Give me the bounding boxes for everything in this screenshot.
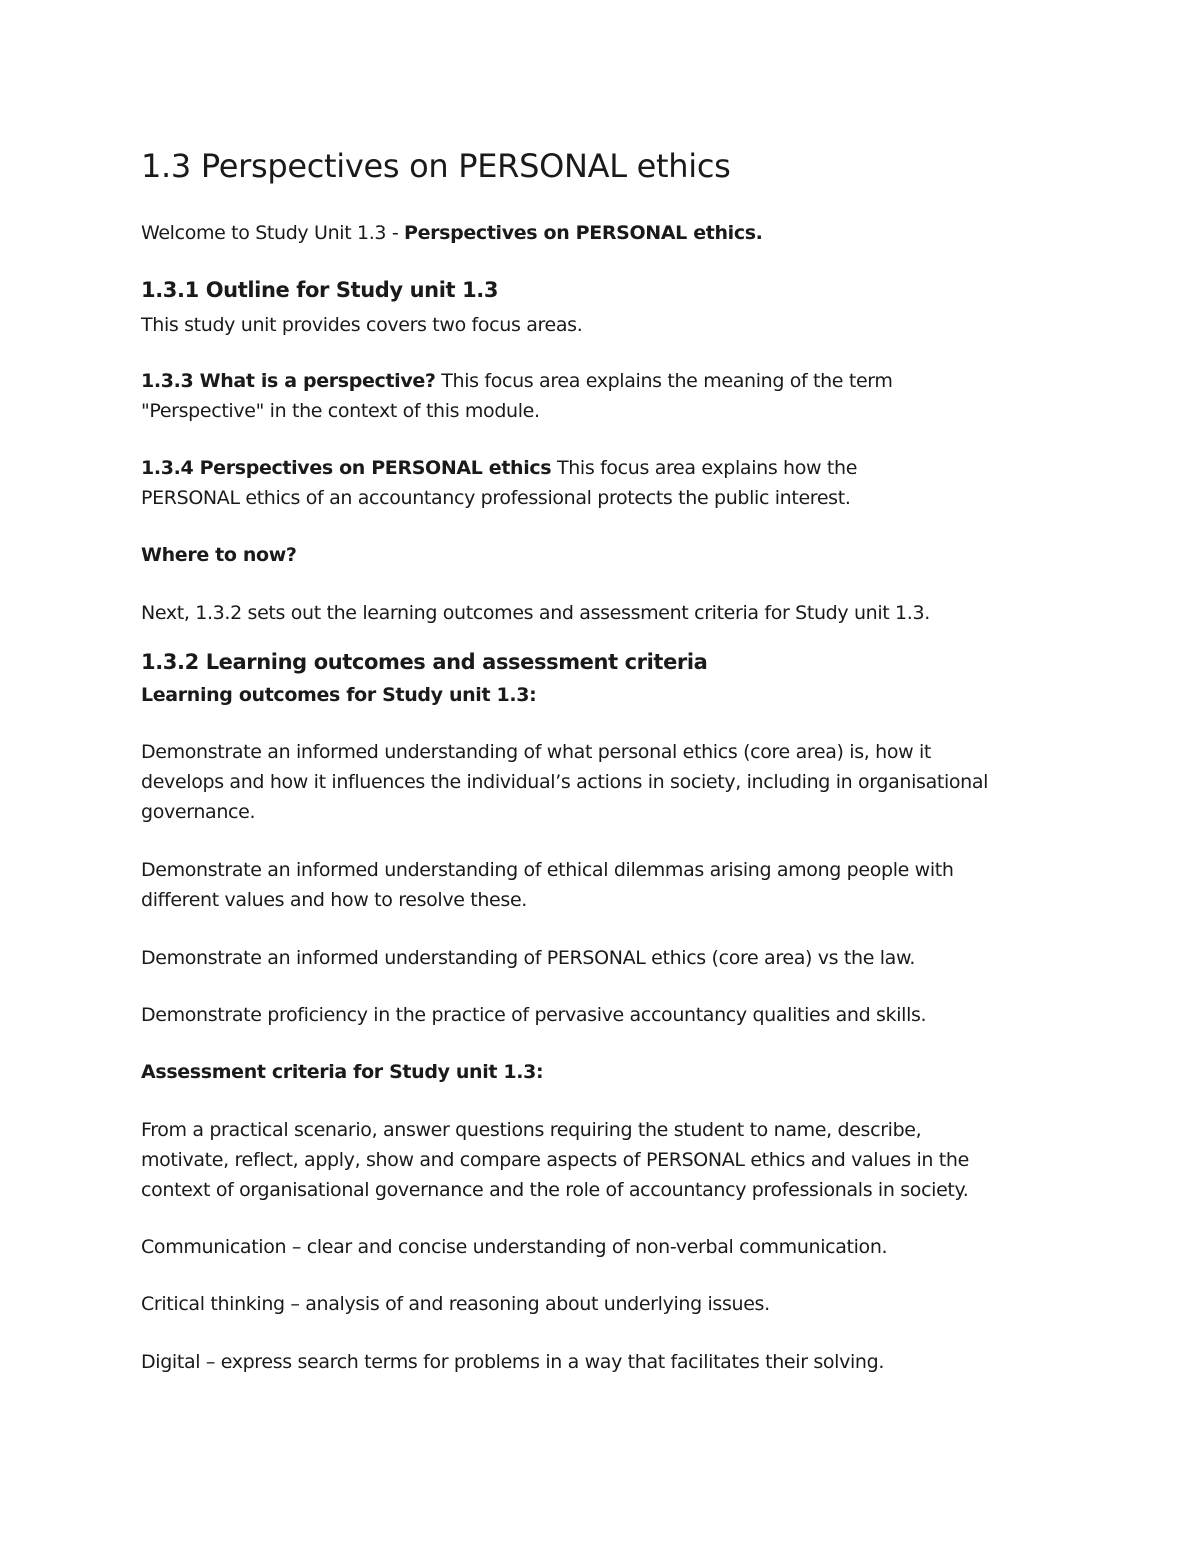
focus-area-1-description: This focus area explains the meaning of the term <box>435 370 893 392</box>
welcome-text: Welcome to Study Unit 1.3 - <box>141 222 405 244</box>
focus-area-1-line-1 <box>141 366 1071 396</box>
focus-area-2-line-2: PERSONAL ethics of an accountancy professional protects the public interest. <box>141 487 851 509</box>
assessment-criterion-1-line-1: From a practical scenario, answer questions requiring the student to name, describe, <box>141 1119 922 1141</box>
learning-outcome-1-line-1: Demonstrate an informed understanding of what personal ethics (core area) is, how it <box>141 741 932 763</box>
learning-outcome-3: Demonstrate an informed understanding of PERSONAL ethics (core area) vs the law. <box>141 947 916 969</box>
focus-area-1-title: 1.3.3 What is a perspective? <box>141 370 436 392</box>
outline-intro: This study unit provides covers two focus areas. <box>141 314 583 336</box>
focus-area-2-title: 1.3.4 Perspectives on PERSONAL ethics <box>141 457 552 479</box>
criteria-heading <box>141 1057 1071 1087</box>
focus-area-1-line-2: "Perspective" in the context of this module. <box>141 400 540 422</box>
assessment-criterion-3: Critical thinking – analysis of and reasoning about underlying issues. <box>141 1293 770 1315</box>
criteria-heading-label: Assessment criteria for Study unit 1.3: <box>141 1061 544 1083</box>
welcome-paragraph <box>141 218 1071 248</box>
assessment-criterion-4: Digital – express search terms for problems in a way that facilitates their solving. <box>141 1351 885 1373</box>
assessment-criterion-1-line-2: motivate, reflect, apply, show and compare aspects of PERSONAL ethics and values in the <box>141 1149 969 1171</box>
learning-outcome-2-line-1: Demonstrate an informed understanding of ethical dilemmas arising among people with <box>141 859 954 881</box>
outline-heading: 1.3.1 Outline for Study unit 1.3 <box>141 278 499 302</box>
focus-area-2-line-1 <box>141 453 1071 483</box>
outcomes-heading <box>141 680 1071 710</box>
where-to-now-heading <box>141 540 1071 570</box>
learning-outcome-1-line-3: governance. <box>141 801 256 823</box>
page-title: 1.3 Perspectives on PERSONAL ethics <box>141 147 731 185</box>
where-to-now-label: Where to now? <box>141 544 297 566</box>
assessment-criterion-1-line-3: context of organisational governance and the role of accountancy professionals in society. <box>141 1179 969 1201</box>
assessment-criterion-2: Communication – clear and concise understanding of non-verbal communication. <box>141 1236 888 1258</box>
next-paragraph: Next, 1.3.2 sets out the learning outcomes and assessment criteria for Study unit 1.3. <box>141 602 930 624</box>
focus-area-2-description: This focus area explains how the <box>551 457 858 479</box>
welcome-unit-name: Perspectives on PERSONAL ethics. <box>404 222 763 244</box>
outcomes-heading-label: Learning outcomes for Study unit 1.3: <box>141 684 537 706</box>
learning-outcome-4: Demonstrate proficiency in the practice of pervasive accountancy qualities and skills. <box>141 1004 927 1026</box>
learning-outcome-2-line-2: different values and how to resolve these. <box>141 889 527 911</box>
learning-heading: 1.3.2 Learning outcomes and assessment criteria <box>141 650 708 674</box>
learning-outcome-1-line-2: develops and how it influences the individual’s actions in society, including in organisational <box>141 771 989 793</box>
